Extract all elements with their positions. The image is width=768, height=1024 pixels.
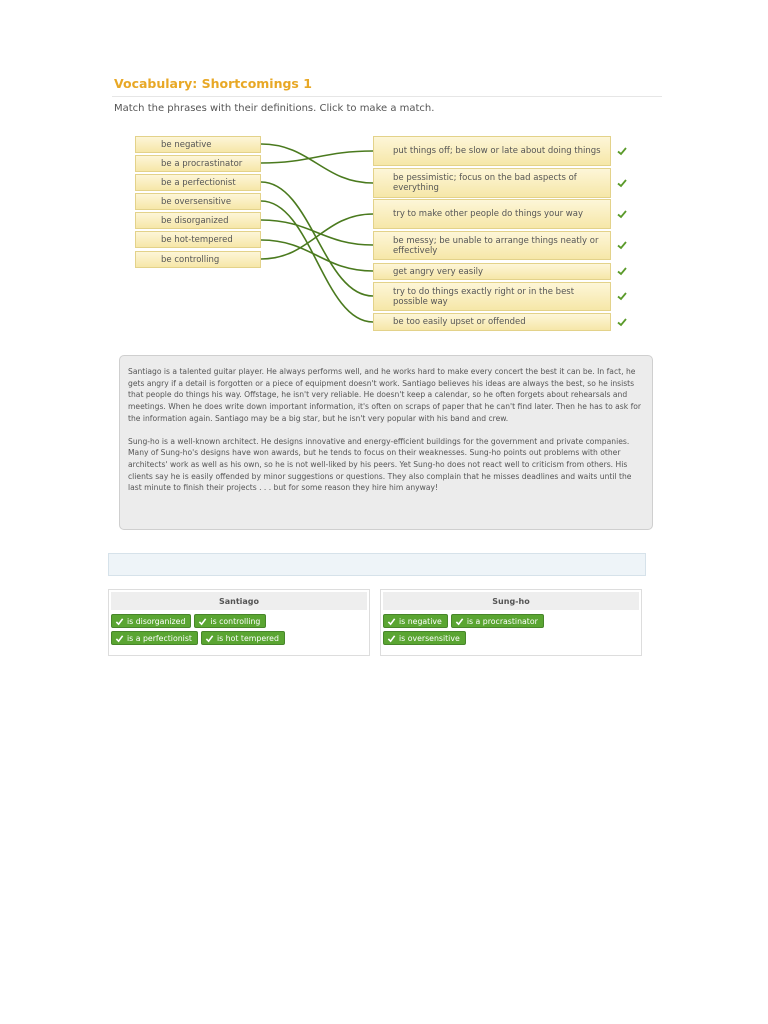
group-header-sungho: Sung-ho <box>383 592 639 610</box>
check-icon <box>616 316 628 328</box>
match-line-4 <box>261 201 373 322</box>
definition-be-too-easily-upset[interactable]: be too easily upset or offended <box>373 313 611 331</box>
check-icon <box>455 617 464 626</box>
feedback-bar <box>108 553 646 576</box>
match-line-3 <box>261 182 373 296</box>
chip-label: is negative <box>399 616 442 626</box>
definition-get-angry[interactable]: get angry very easily <box>373 263 611 280</box>
title-divider <box>112 96 662 97</box>
phrase-be-a-perfectionist[interactable]: be a perfectionist <box>135 174 261 191</box>
match-line-6 <box>261 240 373 271</box>
chip-is-negative[interactable] <box>383 614 448 628</box>
reading-passage <box>119 355 653 530</box>
match-line-5 <box>261 220 373 245</box>
instructions: Match the phrases with their definitions. Click to make a match. <box>114 103 435 114</box>
check-icon <box>616 177 628 189</box>
check-icon <box>616 208 628 220</box>
group-sungho <box>380 589 642 656</box>
page-title: Vocabulary: Shortcomings 1 <box>114 76 312 91</box>
check-icon <box>205 634 214 643</box>
chip-is-oversensitive[interactable] <box>383 631 466 645</box>
check-icon <box>616 290 628 302</box>
definition-try-to-make-others[interactable]: try to make other people do things your way <box>373 199 611 229</box>
group-santiago <box>108 589 370 656</box>
check-icon <box>616 239 628 251</box>
reading-paragraph-santiago: Santiago is a talented guitar player. He always performs well, and he works hard to make every concert the best it can be. In fact, he gets angry if a detail is forgotten or a piece of equipment doesn't work. Santiago believes his ideas are always the best, so he insists that people do things his way. Offstage, he isn't very reliable. He doesn't keep a calendar, so he often forgets about rehearsals and meetings. When he does write down important information, it's often on scraps of paper that he can't find later. Then he has to ask for the information again. Santiago may be a big star, but he isn't very popular with his band and crew. <box>128 367 642 423</box>
check-icon <box>616 145 628 157</box>
phrase-be-negative[interactable]: be negative <box>135 136 261 153</box>
phrase-be-oversensitive[interactable]: be oversensitive <box>135 193 261 210</box>
chip-is-a-procrastinator[interactable] <box>451 614 544 628</box>
check-icon <box>387 617 396 626</box>
chip-label: is disorganized <box>127 616 186 626</box>
check-icon <box>115 634 124 643</box>
match-line-7 <box>261 214 373 259</box>
chip-label: is oversensitive <box>399 633 460 643</box>
check-icon <box>198 617 207 626</box>
match-line-1 <box>261 144 373 183</box>
chip-label: is a perfectionist <box>127 633 192 643</box>
check-icon <box>115 617 124 626</box>
chip-is-a-perfectionist[interactable] <box>111 631 198 645</box>
reading-paragraph-sungho: Sung-ho is a well-known architect. He designs innovative and energy-efficient buildings for the government and private companies. Many of Sung-ho's designs have won awards, but he tends to focus on their weaknesses. Sung-ho points out problems with other architects' work as well as his own, so he is not well-liked by his peers. Yet Sung-ho does not react well to criticism from others. His clients say he is easily offended by minor suggestions or questions. They also complain that he misses deadlines and waits until the last minute to finish their projects . . . but for some reason they hire him anyway! <box>128 436 632 493</box>
group-header-santiago: Santiago <box>111 592 367 610</box>
chip-is-controlling[interactable] <box>194 614 266 628</box>
chip-label: is a procrastinator <box>466 616 538 626</box>
definition-try-to-do-things-right[interactable]: try to do things exactly right or in the best possible way <box>373 282 611 311</box>
match-line-2 <box>261 151 373 163</box>
chip-label: is controlling <box>210 616 261 626</box>
phrase-be-controlling[interactable]: be controlling <box>135 251 261 268</box>
definition-be-pessimistic[interactable]: be pessimistic; focus on the bad aspects of everything <box>373 168 611 198</box>
definition-put-things-off[interactable]: put things off; be slow or late about doing things <box>373 136 611 166</box>
check-icon <box>616 265 628 277</box>
phrase-be-disorganized[interactable]: be disorganized <box>135 212 261 229</box>
chip-is-hot-tempered[interactable] <box>201 631 285 645</box>
phrase-be-hot-tempered[interactable]: be hot-tempered <box>135 231 261 248</box>
check-icon <box>387 634 396 643</box>
chip-label: is hot tempered <box>216 633 279 643</box>
chip-is-disorganized[interactable] <box>111 614 191 628</box>
definition-be-messy[interactable]: be messy; be unable to arrange things neatly or effectively <box>373 231 611 260</box>
phrase-be-a-procrastinator[interactable]: be a procrastinator <box>135 155 261 172</box>
